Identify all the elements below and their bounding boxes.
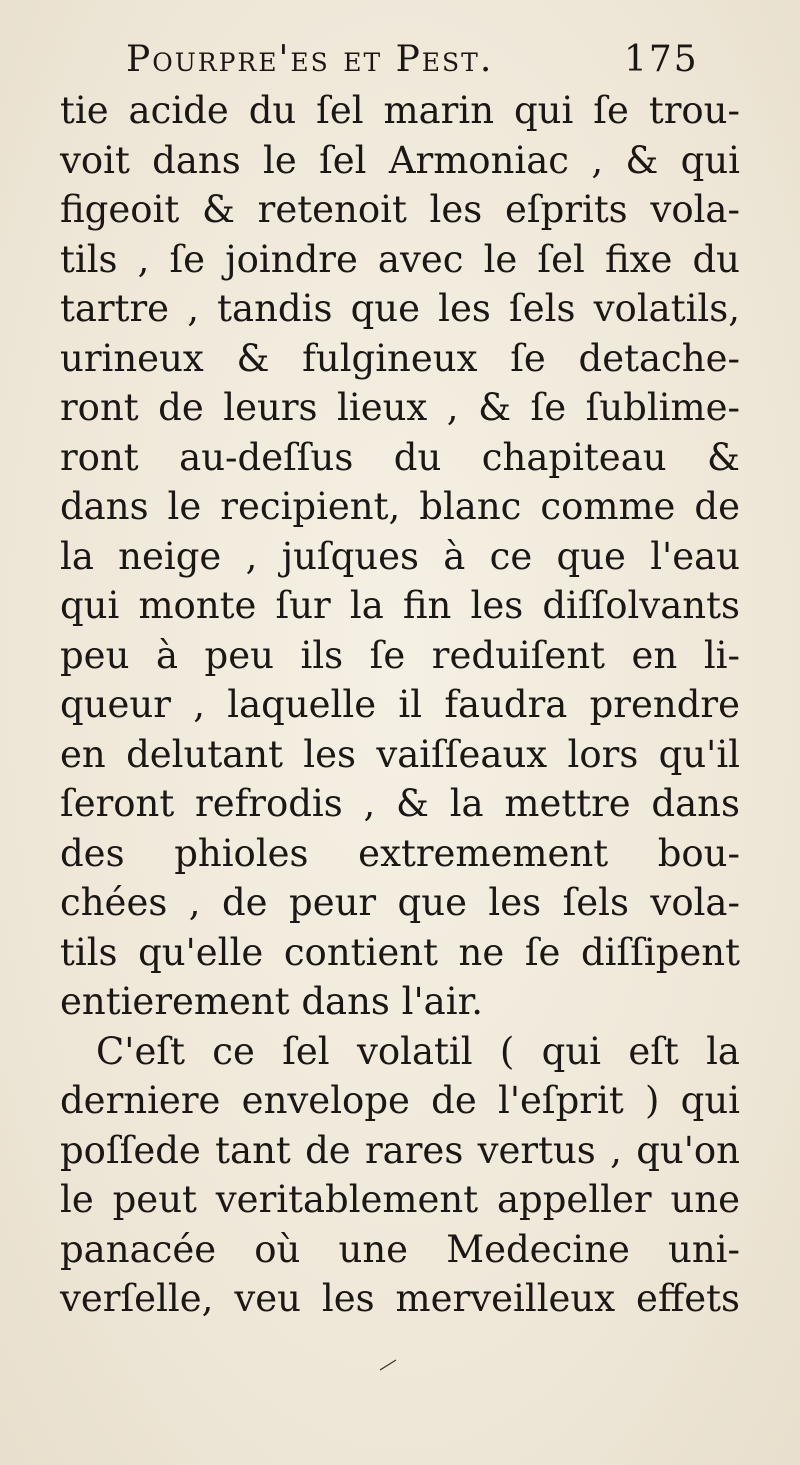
text-line: ſeront refrodis , & la mettre dans	[60, 782, 740, 825]
text-line: derniere envelope de l'eſprit ) qui	[60, 1079, 740, 1122]
text-line: des phioles extremement bou-	[60, 831, 740, 875]
paragraph-start-line: C'eſt ce ſel volatil ( qui eſt la	[96, 1029, 740, 1073]
text-line: en delutant les vaiſſeaux lors qu'il	[60, 732, 740, 776]
running-head	[126, 34, 726, 86]
text-line: peu à peu ils ſe reduiſent en li-	[60, 633, 740, 677]
text-line: ront de leurs lieux , & ſe ſublime-	[60, 386, 740, 429]
text-line: tartre , tandis que les ſels volatils,	[60, 287, 740, 330]
text-line: queur , laquelle il faudra prendre	[60, 683, 740, 726]
text-line: figeoit & retenoit les eſprits vola-	[60, 188, 740, 231]
ink-mark	[378, 1358, 398, 1372]
text-line: la neige , juſques à ce que l'eau	[60, 534, 740, 578]
body-text	[60, 86, 740, 1324]
paragraph-end-line: entierement dans l'air.	[60, 980, 483, 1023]
running-title: Pourpre'es et Pest.	[126, 39, 494, 80]
text-line: panacée où une Medecine uni-	[60, 1227, 740, 1271]
text-line: tie acide du ſel marin qui ſe trou-	[60, 89, 740, 132]
text-line: dans le recipient, blanc comme de	[60, 485, 740, 528]
text-line: urineux & fulgineux ſe detache-	[60, 336, 740, 380]
text-line: poſſede tant de rares vertus , qu'on	[60, 1128, 740, 1172]
text-line: tils , ſe joindre avec le ſel fixe du	[60, 237, 740, 281]
text-line: ront au-deſſus du chapiteau &	[60, 435, 740, 479]
text-line: chées , de peur que les ſels vola-	[60, 881, 740, 924]
text-line: tils qu'elle contient ne ſe diſſipent	[60, 930, 740, 974]
text-line: le peut veritablement appeller une	[60, 1178, 740, 1221]
page-number: 175	[624, 39, 699, 80]
text-line: voit dans le ſel Armoniac , & qui	[60, 138, 740, 182]
text-line: verſelle, veu les merveilleux effets	[60, 1277, 740, 1320]
text-line: qui monte ſur la fin les diſſolvants	[60, 584, 740, 627]
